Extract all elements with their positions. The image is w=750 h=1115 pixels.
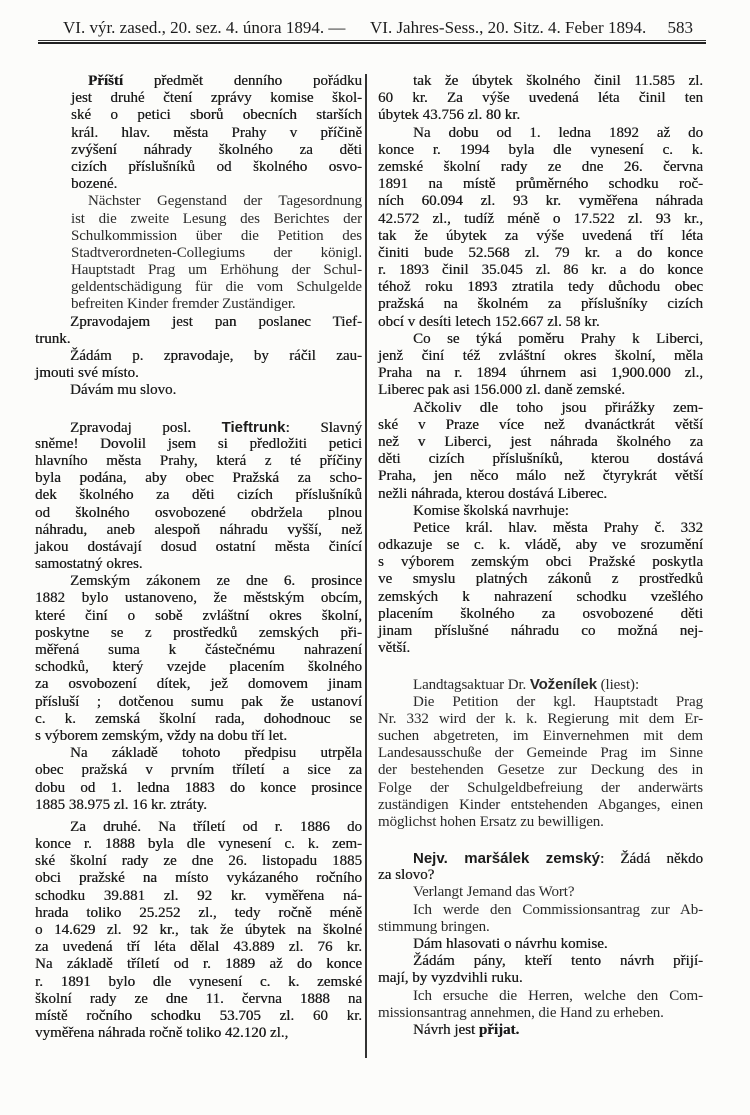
text-line: než v Liberci, jest náhrada školného za <box>378 433 703 450</box>
text-line: o 14.629 zl. 92 kr., tak že úbytek na školné <box>35 922 362 938</box>
text-line: místě ročního schodku 53.705 zl. 60 kr. <box>35 1007 362 1024</box>
text-line: Nächster Gegenstand der Tagesordnung <box>88 193 362 210</box>
text-line: obec pražská v prvním tříletí a sice za <box>35 762 362 779</box>
text-segment: předmět denního pořádku <box>123 73 362 89</box>
paragraph <box>378 125 703 331</box>
text-line: zemské školní rady ze dne 26. června <box>378 158 703 175</box>
text-line: dek školného za děti cizích příslušníků <box>35 487 362 504</box>
text-line: tak že úbytek za výše uvedená tří léta <box>378 227 703 244</box>
text-line: školní rady ze dne 11. června 1888 na <box>35 990 362 1007</box>
text-line: r. 1891 bylo dle vynesení c. k. zemské <box>35 973 362 990</box>
text-line: Ich ersuche die Herren, welche den Com- <box>413 987 703 1004</box>
paragraph <box>378 331 703 400</box>
right-column <box>378 73 703 1039</box>
text-line: ních 60.094 zl. 93 kr. vyměřena náhrada <box>378 193 703 210</box>
paragraph <box>35 314 362 348</box>
text-line: poskytne se z prostředků zemských při- <box>35 624 362 641</box>
paragraph <box>35 745 362 814</box>
text-line: s výborem zemským, vždy na dobu tří let. <box>35 727 288 744</box>
text-line: placením školného za osvobozené děti <box>378 605 703 622</box>
text-line: Verlangt Jemand das Wort? <box>413 884 575 901</box>
text-line: missionsantrag annehmen, die Hand zu erheben. <box>378 1004 664 1021</box>
paragraph <box>378 1022 703 1039</box>
text-line: pražská na školném za příslušníky cizích <box>378 296 703 313</box>
text-line: Žádám p. zpravodaje, by ráčil zau- <box>70 348 362 364</box>
text-line: Landesausschuße der Gemeinde Prag im Sinne <box>378 745 703 762</box>
paragraph <box>35 419 362 574</box>
text-line: náhradu, aneb alespoň náhradu vyšší, než <box>35 521 362 538</box>
text-line: přísluší ; dotčenou sumu pak že ustanoví <box>35 693 362 710</box>
text-line: der bestehenden Gesetze zur Deckung des in <box>378 762 703 779</box>
text-line: cizích příslušníků od školného osvo- <box>71 158 362 175</box>
text-line: za osvobození dítek, jež domovem jinam <box>35 676 362 693</box>
text-line: Zemským zákonem ze dne 6. prosince <box>70 573 362 590</box>
text-line: 1885 38.975 zl. 16 kr. ztráty. <box>35 796 207 813</box>
paragraph <box>71 193 362 313</box>
paragraph <box>71 73 362 193</box>
text-line: od školného osvobozené obdržela plnou <box>35 504 362 521</box>
text-line: konce r. 1994 byla dle vynesení c. k. <box>378 141 703 158</box>
text-line: r. 1893 činil 35.045 zl. 86 kr. a do konce <box>378 262 703 279</box>
text-line: schodků, který vzejde placením školného <box>35 659 362 676</box>
text-line: král. hlav. města Prahy v příčině <box>71 124 362 141</box>
text-line: ve smyslu platných zákonů z prostředků <box>378 571 703 588</box>
text-line: hlavního města Prahy, která z té příčiny <box>35 452 362 469</box>
text-line <box>378 1022 703 1039</box>
text-line: úbytek 43.756 zl. 80 kr. <box>378 107 521 124</box>
text-line: Žádám pány, kteří tento návrh přijí- <box>413 953 703 970</box>
speaker-name: Tieftrunk <box>221 418 286 436</box>
text-line: ské školní rady ze dne 26. listopadu 1885 <box>35 853 362 870</box>
text-line <box>378 676 703 693</box>
text-line: trunk. <box>35 330 71 347</box>
text-line: geldentschädigung für die vom Schulgelde <box>71 279 362 296</box>
text-line: 1891 na místě průměrného schodku roč- <box>378 176 703 193</box>
text-line: konce r. 1888 byla dle vynesení c. k. zem- <box>35 836 362 853</box>
text-line: Co se týká poměru Prahy k Liberci, <box>413 330 703 347</box>
text-segment: Návrh jest <box>413 1021 479 1038</box>
text-line: jinam příslušné náhradu co možná nej- <box>378 623 703 639</box>
text-segment: : Žádá někdo <box>600 851 703 868</box>
text-line: ist die zweite Lesung des Berichtes der <box>71 210 362 227</box>
text-line: Komise školská navrhuje: <box>413 502 569 519</box>
text-line: Za druhé. Na tříletí od r. 1886 do <box>70 818 362 835</box>
text-line: samostatný okres. <box>35 556 143 573</box>
text-line: vyměřena náhrada ročně toliko 42.120 zl., <box>35 1025 289 1042</box>
text-line: byla podána, aby obec Pražská za scho- <box>35 470 362 487</box>
paragraph <box>35 382 362 399</box>
column-divider <box>365 74 367 1058</box>
text-line: c. k. zemská školní rada, dohodnouc se <box>35 710 362 727</box>
text-segment: : Slavný <box>285 419 362 436</box>
text-line: Na základě tohoto předpisu utrpěla <box>70 745 362 762</box>
text-line: 42.572 zl., tudíž méně o 17.522 zl. 93 kr., <box>378 210 703 227</box>
text-line: schodku 39.881 zl. 92 kr. vyměřena ná- <box>35 887 362 904</box>
text-line: nežli náhrada, kterou dostává Liberec. <box>378 485 608 502</box>
text-line: bozené. <box>71 176 118 193</box>
text-line: möglichst hohen Ersatz zu bewilligen. <box>378 813 604 830</box>
text-line: jest druhé čtení zprávy komise škol- <box>71 90 362 107</box>
text-line: Ich werde den Commissionsantrag zur Ab- <box>413 901 703 918</box>
text-line: Petice král. hlav. města Prahy č. 332 <box>413 519 703 536</box>
text-line <box>35 419 362 436</box>
text-line: jmouti své místo. <box>35 365 139 382</box>
paragraph <box>378 850 703 884</box>
text-line: Liberec pak asi 156.000 zl. daně zemské. <box>378 382 625 399</box>
text-line: Hauptstadt Prag um Erhöhung der Schul- <box>71 262 362 279</box>
text-line: ské o petici sborů obecních starších <box>71 107 362 124</box>
text-line: odkazuje se c. k. vládě, aby ve srozumění <box>378 537 703 554</box>
paragraph <box>35 348 362 382</box>
text-line: obcí v desíti letech 152.667 zl. 58 kr. <box>378 313 600 330</box>
text-line: zvýšení náhrady školného za děti <box>71 141 362 158</box>
text-line: sněme! Dovolil jsem si předložiti petici <box>35 435 362 452</box>
text-line: s výborem zemským obci Pražské poskytla <box>378 554 703 571</box>
paragraph <box>35 573 362 745</box>
text-line: Dám hlasovati o návrhu komise. <box>413 936 608 952</box>
header-german: VI. Jahres-Sess., 20. Sitz. 4. Feber 1894. <box>370 18 647 37</box>
text-segment: Landtagsaktuar Dr. <box>413 677 530 694</box>
header-rule <box>38 40 706 44</box>
text-line: jenž činí též zvláštní okres školní, měla <box>378 348 703 364</box>
header-czech: VI. výr. zased., 20. sez. 4. února 1894. — <box>63 18 346 37</box>
text-line: které činí o sobě zvláštní okres školní, <box>35 607 362 624</box>
text-line: obci pražské na místo vykázaného ročního <box>35 870 362 887</box>
text-line: Schulkommission über die Petition des <box>71 227 362 244</box>
speaker-name: Voženílek <box>529 676 597 694</box>
text-segment: přijat. <box>478 1021 520 1038</box>
text-line: tak že úbytek školného činil 11.585 zl. <box>413 73 703 89</box>
text-line: 60 kr. Za výše uvedená léta činil ten <box>378 90 703 107</box>
text-line: befreiten Kinder fremder Zuständiger. <box>71 296 296 313</box>
text-line: dobu od 1. ledna 1883 do konce prosince <box>35 779 362 796</box>
paragraph <box>378 400 703 503</box>
text-line: činiti bude 52.568 zl. 79 kr. a do konce <box>378 244 703 261</box>
speaker-name: Nejv. maršálek zemský <box>413 850 601 868</box>
text-line: Folge der Schulgeldbefreiung der anderwärts <box>378 779 703 796</box>
text-line: Praha, jen něco málo než čtyrykrát větší <box>378 468 703 485</box>
left-column <box>35 73 362 1042</box>
paragraph <box>378 988 703 1022</box>
text-line: jakou dostávají dosud ostatní města činící <box>35 538 362 555</box>
running-header <box>63 18 705 38</box>
paragraph <box>378 676 703 693</box>
text-line: za uvedená tří léta dělal 43.889 zl. 76 kr. <box>35 939 362 956</box>
paragraph <box>378 953 703 987</box>
text-line: Praha na r. 1894 úhrnem asi 1,900.000 zl., <box>378 365 703 382</box>
text-line: děti cizích příslušníků, kterou dostává <box>378 451 703 468</box>
paragraph <box>378 73 703 125</box>
paragraph <box>35 819 362 1042</box>
text-line: Stadtverordneten-Collegiums der königl. <box>71 244 362 261</box>
text-line: ské v Praze více než dvanáctkrát větší <box>378 416 703 433</box>
text-line: měřená suma k částečnému nahrazení <box>35 642 362 658</box>
text-line: Nr. 332 wird der k. k. Regierung mit dem Er- <box>378 710 703 727</box>
text-line: Ačkoliv dle toho jsou přirážky zem- <box>413 399 703 416</box>
text-line: Na základě tříletí od r. 1889 až do konce <box>35 956 362 973</box>
text-line: zuständigen Kinder entstehenden Abganges, einen <box>378 796 703 813</box>
page-number: 583 <box>667 18 693 37</box>
text-line: Die Petition der kgl. Hauptstadt Prag <box>413 693 703 710</box>
text-line: Na dobu od 1. ledna 1892 až do <box>413 124 703 141</box>
text-line: za slovo? <box>378 867 435 884</box>
text-segment: Zpravodaj posl. <box>70 419 222 436</box>
text-line: Zpravodajem jest pan poslanec Tief- <box>70 313 362 330</box>
paragraph <box>378 503 703 520</box>
paragraph <box>378 902 703 936</box>
text-segment: (liest): <box>597 677 640 694</box>
text-segment: Příští <box>88 73 123 89</box>
text-line: stimmung bringen. <box>378 918 490 935</box>
text-line: mají, by vyzdvihli ruku. <box>378 970 523 987</box>
text-line <box>378 850 703 867</box>
paragraph <box>378 520 703 658</box>
text-line: suchen abgetreten, im Einvernehmen mit dem <box>378 727 703 744</box>
text-line: Dávám mu slovo. <box>70 382 177 399</box>
text-line: hrada toliko 25.252 zl., tedy ročně méně <box>35 904 362 921</box>
paragraph <box>378 694 703 832</box>
text-line: zemských k nahrazení schodku vzešlého <box>378 588 703 605</box>
text-line: téhož roku 1893 ztratila tedy důchodu obec <box>378 279 703 296</box>
text-line: 1882 bylo ustanoveno, že městským obcím, <box>35 590 362 607</box>
text-line: větší. <box>378 640 411 657</box>
text-line <box>71 73 362 90</box>
paragraph <box>378 884 703 901</box>
paragraph <box>378 936 703 953</box>
